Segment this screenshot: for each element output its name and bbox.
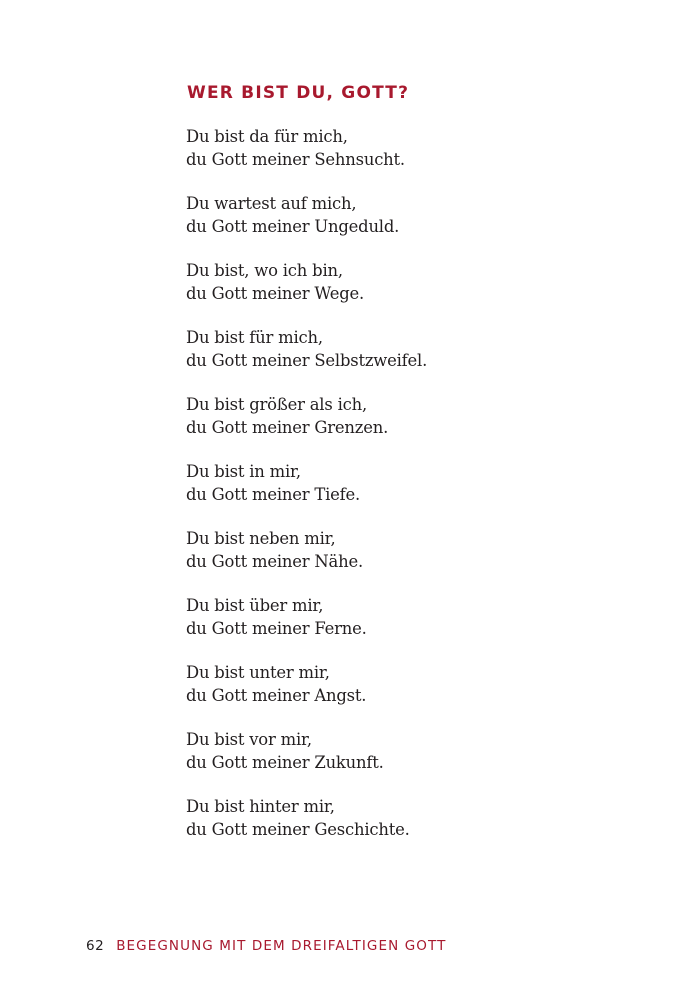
stanza-line: Du bist neben mir, bbox=[186, 529, 336, 548]
stanza-line: du Gott meiner Angst. bbox=[186, 685, 367, 705]
stanza-line: Du wartest auf mich, bbox=[186, 194, 357, 213]
poem-body bbox=[186, 126, 646, 863]
stanza bbox=[186, 260, 646, 305]
stanza bbox=[186, 126, 646, 171]
stanza-line: du Gott meiner Geschichte. bbox=[186, 819, 410, 839]
stanza-line: Du bist über mir, bbox=[186, 596, 324, 615]
stanza-line: du Gott meiner Selbstzweifel. bbox=[186, 350, 428, 370]
stanza bbox=[186, 461, 646, 506]
page-number: 62 bbox=[86, 938, 105, 954]
stanza bbox=[186, 595, 646, 640]
stanza-line: du Gott meiner Grenzen. bbox=[186, 417, 389, 437]
stanza-line: Du bist da für mich, bbox=[186, 127, 348, 146]
poem-title: WER BIST DU, GOTT? bbox=[187, 83, 410, 103]
stanza bbox=[186, 662, 646, 707]
stanza-line: du Gott meiner Ungeduld. bbox=[186, 216, 400, 236]
stanza-line: Du bist hinter mir, bbox=[186, 797, 335, 816]
stanza-line: Du bist in mir, bbox=[186, 462, 301, 481]
stanza-line: du Gott meiner Tiefe. bbox=[186, 484, 361, 504]
stanza-line: du Gott meiner Nähe. bbox=[186, 551, 363, 571]
stanza-line: Du bist unter mir, bbox=[186, 663, 330, 682]
stanza-line: Du bist für mich, bbox=[186, 328, 323, 347]
stanza bbox=[186, 796, 646, 841]
stanza-line: Du bist, wo ich bin, bbox=[186, 261, 343, 280]
stanza bbox=[186, 528, 646, 573]
page-footer bbox=[86, 937, 446, 955]
stanza-line: du Gott meiner Ferne. bbox=[186, 618, 367, 638]
stanza-line: Du bist vor mir, bbox=[186, 730, 312, 749]
running-head: BEGEGNUNG MIT DEM DREIFALTIGEN GOTT bbox=[116, 938, 447, 954]
stanza bbox=[186, 327, 646, 372]
stanza-line: du Gott meiner Zukunft. bbox=[186, 752, 384, 772]
stanza-line: du Gott meiner Sehnsucht. bbox=[186, 149, 405, 169]
stanza bbox=[186, 193, 646, 238]
stanza-line: Du bist größer als ich, bbox=[186, 395, 367, 414]
stanza-line: du Gott meiner Wege. bbox=[186, 283, 365, 303]
stanza bbox=[186, 729, 646, 774]
stanza bbox=[186, 394, 646, 439]
